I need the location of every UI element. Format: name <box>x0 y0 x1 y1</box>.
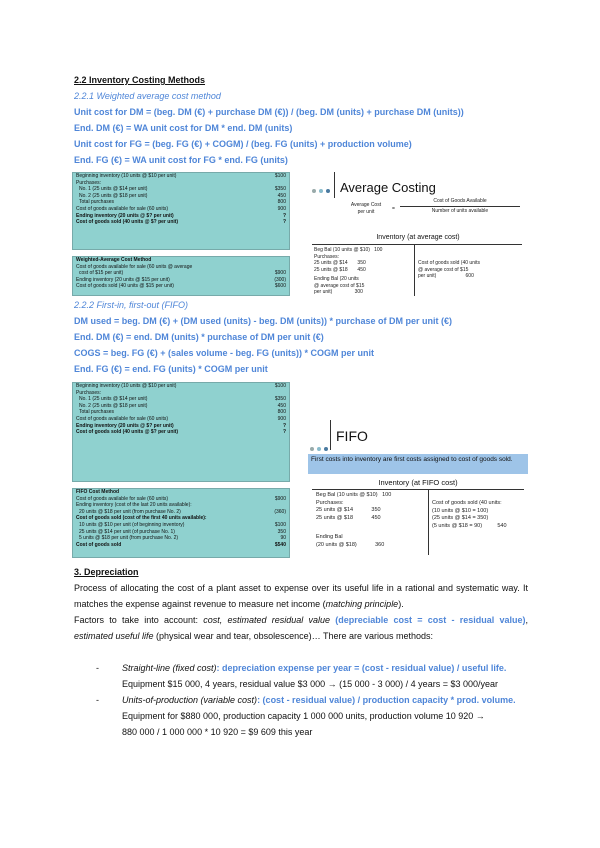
table-row <box>73 542 289 549</box>
formula-line: COGS = beg. FG (€) + (sales volume - beg. FG (units)) * COGM per unit <box>74 348 375 358</box>
table-row-value <box>264 180 286 187</box>
table-row-label: Ending inventory (20 units @ $? per unit) <box>76 212 174 219</box>
table-row-label: Cost of goods sold (40 units @ $15 per unit) <box>76 283 174 290</box>
paragraph-text: , <box>525 615 529 625</box>
slide-title: FIFO <box>336 428 368 444</box>
table-row-value: $540 <box>274 541 286 548</box>
table-row <box>73 264 289 271</box>
ledger-credit <box>432 500 526 530</box>
table-row <box>73 529 289 536</box>
ledger-line: @ average cost of $15 <box>418 266 469 273</box>
table-row-value: $900 <box>274 495 286 502</box>
table-row-label: Total purchases <box>79 199 115 206</box>
table-row-label: No. 2 (25 units @ $18 per unit) <box>79 192 148 199</box>
table-row <box>73 383 289 390</box>
table-row-label: Cost of goods sold <box>76 541 122 548</box>
bullet-dash: - <box>96 663 99 673</box>
table-row <box>73 277 289 284</box>
table-row-value: ? <box>282 422 286 429</box>
table-row-label: 20 units @ $18 per unit (from purchase No. 2) <box>79 508 181 515</box>
table-row-label: No. 2 (25 units @ $18 per unit) <box>79 402 148 409</box>
table-row-value <box>264 515 286 522</box>
table-row-label: Weighted-Average Cost Method <box>76 257 152 263</box>
table-row-label: Purchases: <box>76 179 102 186</box>
denominator: Number of units available <box>431 207 489 214</box>
section-heading: 2.2 Inventory Costing Methods <box>74 75 206 85</box>
table-row <box>73 535 289 542</box>
table-row-label: 25 units @ $14 per unit (of purchase No. 1) <box>79 528 175 535</box>
table-row-label: Ending inventory (cost of the last 20 units available): <box>76 502 192 509</box>
table-row-value: 90 <box>280 535 286 542</box>
ledger-line: (5 units @ $18 = 90) 540 <box>432 522 507 529</box>
table-row <box>73 390 289 397</box>
table-row <box>73 509 289 516</box>
ledger-line: per unit) 300 <box>314 289 363 295</box>
table-row-label: Cost of goods available for sale (60 units) <box>76 415 168 422</box>
table-row-value: ? <box>282 219 286 226</box>
table-row <box>73 206 289 213</box>
table-row-value: $350 <box>274 396 286 403</box>
bullet-dash: - <box>96 695 99 705</box>
table-row-value: 900 <box>277 415 286 422</box>
table-row-value <box>264 264 286 271</box>
table-row-value: 450 <box>277 402 286 409</box>
ledger-credit <box>418 260 524 280</box>
avg-cost-text: Average Cost <box>350 202 382 208</box>
formula-line: End. FG (€) = WA unit cost for FG * end. FG (units) <box>74 155 288 165</box>
ledger-line: 25 units @ $18 450 <box>314 266 366 273</box>
table-row <box>73 257 289 264</box>
ledger-line: Purchases: <box>314 253 340 260</box>
slide-dots <box>312 180 333 198</box>
subsection-heading: 2.2.1 Weighted average cost method <box>74 91 221 101</box>
table-row-label: Cost of goods available for sale (60 units) <box>76 205 168 212</box>
table-row <box>73 522 289 529</box>
formula-line: Unit cost for DM = (beg. DM (€) + purchase DM (€)) / (beg. DM (units) + purchase DM (units)) <box>74 107 464 117</box>
table-row <box>73 416 289 423</box>
fifo-slide <box>308 418 528 558</box>
table-row-value: ? <box>282 212 286 219</box>
paragraph <box>74 580 528 612</box>
paragraph <box>74 612 528 644</box>
ledger-line: Beg Bal (10 units @ $10) 100 <box>316 492 392 498</box>
fifo-banner: First costs into inventory are first costs assigned to cost of goods sold. <box>308 454 528 474</box>
fifo-cost-method-table <box>72 488 290 558</box>
table-row <box>73 429 289 436</box>
table-row-label: Beginning inventory (10 units @ $10 per unit) <box>76 383 177 389</box>
table-row-label: Cost of goods sold (cost of the first 40 units available): <box>76 515 207 522</box>
table-row <box>73 180 289 187</box>
table-row-label: Ending inventory (20 units @ $15 per unit) <box>76 276 170 283</box>
slide-title: Average Costing <box>340 180 436 195</box>
paragraph-text: Factors to take into account: <box>74 615 204 625</box>
ledger-line: 25 units @ $18 450 <box>316 514 381 521</box>
method-formula: : depreciation expense per year = (cost - residual value) / useful life. <box>216 663 507 673</box>
ledger-line: per unit) 600 <box>418 273 474 279</box>
average-costing-slide <box>308 172 528 300</box>
table-row-label: 10 units @ $10 per unit (of beginning inventory) <box>79 521 185 528</box>
ledger-line: Cost of goods sold (40 units: <box>432 500 502 506</box>
table-row <box>73 213 289 220</box>
table-row-label: cost of $15 per unit) <box>79 270 124 277</box>
ledger-line: Ending Bal <box>316 534 343 540</box>
bullet-units-of-production <box>122 692 532 708</box>
depreciable-cost-formula: (depreciable cost = cost - residual value) <box>330 615 526 625</box>
table-row-value: ? <box>282 429 286 436</box>
table-row-label: No. 1 (25 units @ $14 per unit) <box>79 186 148 193</box>
formula-line: End. FG (€) = end. FG (units) * COGM per unit <box>74 364 268 374</box>
table-row-label: Cost of goods sold (40 units @ $? per unit) <box>76 429 179 436</box>
example-text: Equipment for $880 000, production capacity 1 000 000 units, production volume 10 920 → <box>122 711 485 721</box>
fraction <box>400 198 520 214</box>
table-row-value <box>264 489 286 496</box>
numerator: Cost of Goods Available <box>433 198 487 204</box>
paragraph-text: ). <box>398 599 404 609</box>
table-row-value <box>264 502 286 509</box>
table-row-value <box>264 257 286 264</box>
ledger-line: Cost of goods sold (40 units <box>418 260 480 266</box>
table-row-value: $100 <box>274 173 286 179</box>
table-row-label: Cost of goods available for sale (60 units) <box>76 495 168 502</box>
table-row <box>73 502 289 509</box>
table-row <box>73 186 289 193</box>
table-row-value: $100 <box>274 521 286 528</box>
table-row-label: Ending inventory (20 units @ $? per unit) <box>76 422 174 429</box>
paragraph-text: Process of allocating the cost of a plant asset to expense over its useful life in a rational and systematic way. It matches the expense against revenue to measure net income ( <box>74 583 528 609</box>
table-row <box>73 489 289 496</box>
table-row-value: 900 <box>277 205 286 212</box>
table-row <box>73 396 289 403</box>
table-row-value <box>264 390 286 397</box>
ledger-line: (10 units @ $10 = 100) <box>432 507 489 514</box>
table-row <box>73 199 289 206</box>
section-heading: 3. Depreciation <box>74 567 139 577</box>
ledger-ending-balance <box>314 276 410 296</box>
table-row-value: 800 <box>277 199 286 206</box>
table-row-value: $900 <box>274 270 286 277</box>
method-name: Straight-line (fixed cost) <box>122 663 217 673</box>
table-row-value: (360) <box>274 508 286 515</box>
emphasis: cost, estimated residual value <box>203 615 331 625</box>
ledger-line: (25 units @ $14 = 350) <box>432 515 489 521</box>
table-row <box>73 283 289 290</box>
example-text: 880 000 / 1 000 000 * 10 920 = $9 609 this year <box>122 727 313 737</box>
table-row-value: 800 <box>277 409 286 416</box>
table-row-value: 450 <box>277 192 286 199</box>
table-row-label: FIFO Cost Method <box>76 489 120 495</box>
weighted-average-table <box>72 256 290 296</box>
equals-sign: = <box>392 206 395 212</box>
ledger-title: Inventory (at average cost) <box>376 234 460 241</box>
table-row <box>73 173 289 180</box>
ledger-debit <box>314 247 410 273</box>
subsection-heading: 2.2.2 First-in, first-out (FIFO) <box>74 300 189 310</box>
table-row-label: 5 units @ $18 per unit (from purchase No. 2) <box>79 535 179 542</box>
table-row-label: Total purchases <box>79 409 115 416</box>
ledger-debit <box>316 492 424 522</box>
inventory-table <box>72 172 290 250</box>
table-row-label: Purchases: <box>76 389 102 396</box>
bullet-straight-line <box>122 660 532 676</box>
method-name: Units-of-production (variable cost) <box>122 695 258 705</box>
formula-line: Unit cost for FG = (beg. FG (€) + COGM) / (beg. FG (units) + production volume) <box>74 139 412 149</box>
per-unit-text: per unit <box>357 208 375 215</box>
table-row <box>73 219 289 226</box>
matching-principle: matching principle <box>325 599 399 609</box>
table-row <box>73 409 289 416</box>
ledger-line: 25 units @ $14 350 <box>314 260 366 266</box>
table-row-value: $100 <box>274 383 286 389</box>
ledger-line: Beg Bal (10 units @ $10) 100 <box>314 247 383 253</box>
formula-line: End. DM (€) = end. DM (units) * purchase of DM per unit (€) <box>74 332 324 342</box>
ledger-line: @ average cost of $15 <box>314 282 365 289</box>
formula-line: End. DM (€) = WA unit cost for DM * end. DM (units) <box>74 123 293 133</box>
ledger-line: (20 units @ $18) 360 <box>316 541 385 548</box>
table-row <box>73 403 289 410</box>
method-formula: : (cost - residual value) / production capacity * prod. volume. <box>257 695 516 705</box>
table-row-value: $600 <box>274 283 286 290</box>
ledger-line: Purchases: <box>316 499 344 506</box>
table-row-label: Beginning inventory (10 units @ $10 per unit) <box>76 173 177 179</box>
example-text: Equipment $15 000, 4 years, residual value $3 000 → (15 000 - 3 000) / 4 years = $3 000/year <box>122 679 498 689</box>
table-row-label: Cost of goods sold (40 units @ $? per unit) <box>76 219 179 226</box>
table-row-label: Cost of goods available for sale (60 units @ average <box>76 263 193 270</box>
ledger-line: 25 units @ $14 350 <box>316 507 381 513</box>
table-row-value: $350 <box>274 186 286 193</box>
ledger-ending-balance <box>316 534 424 549</box>
table-row <box>73 515 289 522</box>
formula-line: DM used = beg. DM (€) + (DM used (units) - beg. DM (units)) * purchase of DM per unit (€) <box>74 316 453 326</box>
paragraph-text: (physical wear and tear, obsolescence)… There are various methods: <box>153 631 434 641</box>
table-row-value: (300) <box>274 276 286 283</box>
fifo-inventory-table <box>72 382 290 482</box>
table-row-label: No. 1 (25 units @ $14 per unit) <box>79 396 148 403</box>
table-row-value: 350 <box>277 528 286 535</box>
table-row <box>73 496 289 503</box>
avg-cost-label <box>346 202 386 215</box>
ledger-line: Ending Bal (20 units <box>314 276 359 282</box>
table-row <box>73 423 289 430</box>
emphasis: estimated useful life <box>74 631 154 641</box>
ledger-title: Inventory (at FIFO cost) <box>378 478 458 487</box>
table-row <box>73 270 289 277</box>
table-row <box>73 193 289 200</box>
